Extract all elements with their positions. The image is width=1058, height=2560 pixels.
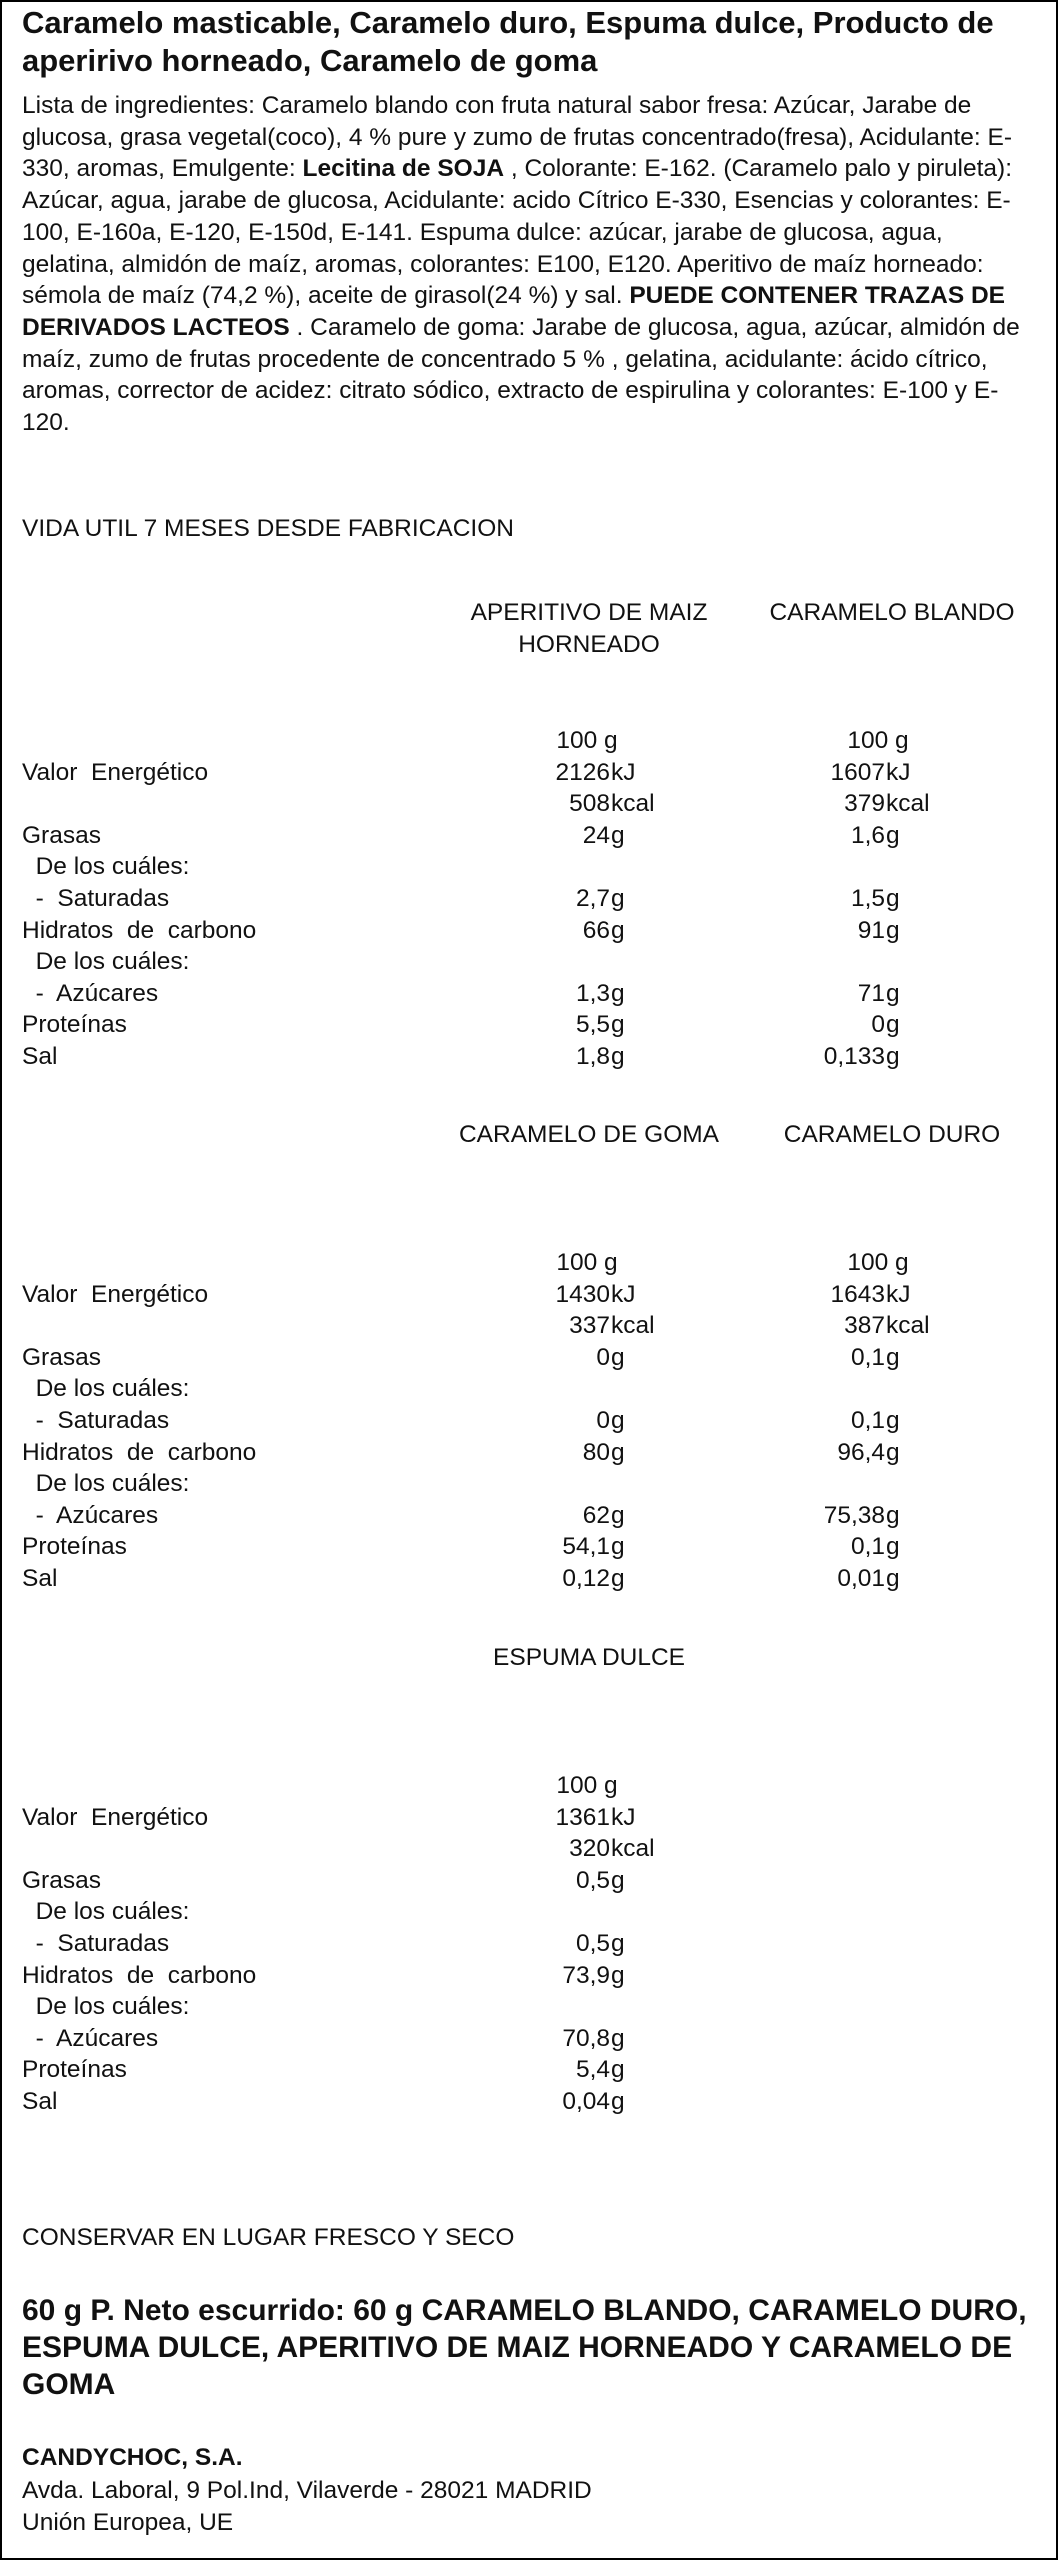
row-label-fat: Grasas bbox=[22, 1866, 101, 1894]
value-salt: 0,04 bbox=[562, 2088, 610, 2115]
company-region: Unión Europea, UE bbox=[22, 2509, 234, 2536]
net-weight: 60 g P. Neto escurrido: 60 g CARAMELO BLANDO, CARAMELO DURO, ESPUMA DULCE, APERITIVO DE MAIZ HORNEADO Y CARAMELO DE GOMA bbox=[22, 2294, 1027, 2401]
unit-kcal: kcal bbox=[886, 790, 930, 818]
unit-g: g bbox=[886, 1343, 900, 1371]
storage-instructions: CONSERVAR EN LUGAR FRESCO Y SECO bbox=[22, 2224, 515, 2251]
unit-g: g bbox=[611, 821, 625, 849]
unit-g: g bbox=[611, 1565, 625, 1592]
value-energy-kj: 2126 bbox=[555, 758, 610, 786]
unit-kj: kJ bbox=[611, 1280, 636, 1308]
value-protein: 5,5 bbox=[575, 1011, 610, 1039]
value-protein: 0 bbox=[871, 1011, 885, 1039]
value-saturated: 0,5 bbox=[575, 1930, 610, 1957]
allergen-soy: Lecitina de SOJA bbox=[302, 155, 505, 183]
value-protein: 0,1 bbox=[850, 1533, 885, 1561]
unit-g: g bbox=[611, 2088, 625, 2115]
unit-g: g bbox=[611, 1407, 625, 1434]
value-saturated: 0,1 bbox=[850, 1407, 885, 1434]
unit-g: g bbox=[611, 2056, 625, 2084]
value-energy-kcal: 387 bbox=[844, 1312, 885, 1340]
row-label-carbs: Hidratos de carbono bbox=[22, 1438, 257, 1466]
column-header: CARAMELO DE GOMA bbox=[458, 1121, 719, 1148]
row-label-energy: Valor Energético bbox=[22, 1280, 209, 1308]
row-label-of-which-1: De los cuáles: bbox=[22, 1375, 190, 1403]
row-label-energy: Valor Energético bbox=[22, 758, 209, 786]
unit-g: g bbox=[886, 1011, 900, 1039]
value-carbs: 96,4 bbox=[837, 1438, 885, 1466]
row-label-saturated: - Saturadas bbox=[22, 1407, 170, 1434]
row-label-salt: Sal bbox=[22, 1565, 58, 1592]
unit-g: g bbox=[886, 1501, 900, 1529]
column-header: CARAMELO BLANDO bbox=[769, 599, 1015, 626]
value-fat: 0,5 bbox=[575, 1866, 610, 1894]
unit-g: g bbox=[611, 979, 625, 1007]
value-sugars: 75,38 bbox=[823, 1501, 885, 1529]
value-protein: 54,1 bbox=[562, 1533, 610, 1561]
unit-g: g bbox=[886, 1533, 900, 1561]
row-label-carbs: Hidratos de carbono bbox=[22, 916, 257, 944]
unit-kj: kJ bbox=[611, 758, 636, 786]
value-energy-kcal: 337 bbox=[569, 1312, 610, 1340]
value-saturated: 1,5 bbox=[850, 885, 885, 912]
value-sugars: 62 bbox=[582, 1501, 610, 1529]
unit-g: g bbox=[611, 1533, 625, 1561]
company-name: CANDYCHOC, S.A. bbox=[22, 2444, 243, 2471]
row-label-protein: Proteínas bbox=[22, 2056, 127, 2084]
row-label-salt: Sal bbox=[22, 1043, 58, 1070]
value-salt: 0,12 bbox=[562, 1565, 610, 1592]
row-label-sugars: - Azúcares bbox=[22, 2024, 159, 2052]
value-energy-kcal: 320 bbox=[569, 1835, 610, 1863]
unit-g: g bbox=[886, 1565, 900, 1592]
unit-g: g bbox=[611, 916, 625, 944]
unit-g: g bbox=[886, 885, 900, 912]
unit-kj: kJ bbox=[611, 1803, 636, 1831]
reference-amount: 100 g bbox=[556, 727, 618, 754]
value-fat: 0 bbox=[596, 1343, 610, 1371]
unit-g: g bbox=[611, 1866, 625, 1894]
value-fat: 0,1 bbox=[850, 1343, 885, 1371]
row-label-protein: Proteínas bbox=[22, 1533, 127, 1561]
value-energy-kj: 1361 bbox=[555, 1803, 610, 1831]
value-salt: 0,01 bbox=[837, 1565, 885, 1592]
value-carbs: 91 bbox=[857, 916, 885, 944]
value-salt: 0,133 bbox=[823, 1043, 885, 1070]
row-label-of-which-1: De los cuáles: bbox=[22, 853, 190, 881]
unit-kcal: kcal bbox=[611, 1835, 655, 1863]
value-saturated: 0 bbox=[596, 1407, 610, 1434]
value-saturated: 2,7 bbox=[575, 885, 610, 912]
value-fat: 24 bbox=[582, 821, 610, 849]
value-fat: 1,6 bbox=[850, 821, 885, 849]
unit-g: g bbox=[886, 979, 900, 1007]
unit-g: g bbox=[611, 1930, 625, 1957]
value-sugars: 71 bbox=[857, 979, 885, 1007]
value-energy-kcal: 379 bbox=[844, 790, 885, 818]
value-protein: 5,4 bbox=[575, 2056, 610, 2084]
unit-g: g bbox=[611, 1961, 625, 1989]
row-label-of-which-2: De los cuáles: bbox=[22, 948, 190, 976]
ingredients-text-3: . Caramelo de goma: Jarabe de glucosa, agua, azúcar, almidón de maíz, zumo de frutas procedente de concentrado 5 % , gelatina, acidulante: ácido cítrico, aromas, corrector de acidez: citrato sódico, extracto de espirulina y colorantes: E-100 y E-120. bbox=[22, 313, 1020, 437]
allergen-dairy-traces: PUEDE CONTENER TRAZAS DE DERIVADOS LACTEOS bbox=[22, 282, 1006, 341]
unit-kcal: kcal bbox=[611, 790, 655, 818]
row-label-saturated: - Saturadas bbox=[22, 885, 170, 912]
row-label-of-which-1: De los cuáles: bbox=[22, 1898, 190, 1926]
unit-g: g bbox=[611, 1343, 625, 1371]
reference-amount: 100 g bbox=[847, 1249, 909, 1276]
reference-amount: 100 g bbox=[847, 727, 909, 754]
row-label-sugars: - Azúcares bbox=[22, 979, 159, 1007]
row-label-sugars: - Azúcares bbox=[22, 1501, 159, 1529]
ingredients-list bbox=[22, 90, 1037, 439]
value-salt: 1,8 bbox=[575, 1043, 610, 1070]
unit-g: g bbox=[611, 885, 625, 912]
product-title: Caramelo masticable, Caramelo duro, Espuma dulce, Producto de aperirivo horneado, Caramelo de goma bbox=[22, 5, 994, 78]
value-energy-kj: 1607 bbox=[830, 758, 885, 786]
value-carbs: 80 bbox=[582, 1438, 610, 1466]
value-energy-kj: 1430 bbox=[555, 1280, 610, 1308]
row-label-carbs: Hidratos de carbono bbox=[22, 1961, 257, 1989]
unit-kcal: kcal bbox=[886, 1312, 930, 1340]
row-label-fat: Grasas bbox=[22, 1343, 101, 1371]
shelf-life: VIDA UTIL 7 MESES DESDE FABRICACION bbox=[22, 515, 514, 542]
value-sugars: 1,3 bbox=[575, 979, 610, 1007]
unit-g: g bbox=[611, 1011, 625, 1039]
unit-kcal: kcal bbox=[611, 1312, 655, 1340]
unit-g: g bbox=[611, 1043, 625, 1070]
unit-g: g bbox=[611, 2024, 625, 2052]
column-header: APERITIVO DE MAIZ HORNEADO bbox=[470, 599, 708, 658]
unit-g: g bbox=[886, 916, 900, 944]
ingredients-text-1: Lista de ingredientes: Caramelo blando con fruta natural sabor fresa: Azúcar, Jarabe de glucosa, grasa vegetal(coco), 4 % pure y zumo de frutas concentrado(fresa), Acidulante: E-330, aromas, Emulgente: bbox=[22, 92, 1013, 183]
unit-g: g bbox=[886, 1043, 900, 1070]
unit-g: g bbox=[611, 1438, 625, 1466]
reference-amount: 100 g bbox=[556, 1249, 618, 1276]
company-address: Avda. Laboral, 9 Pol.Ind, Vilaverde - 28021 MADRID bbox=[22, 2477, 592, 2504]
unit-g: g bbox=[886, 1438, 900, 1466]
row-label-of-which-2: De los cuáles: bbox=[22, 1470, 190, 1498]
row-label-salt: Sal bbox=[22, 2088, 58, 2115]
unit-g: g bbox=[611, 1501, 625, 1529]
value-sugars: 70,8 bbox=[562, 2024, 610, 2052]
value-energy-kj: 1643 bbox=[830, 1280, 885, 1308]
ingredients-text-2: , Colorante: E-162. (Caramelo palo y piruleta): Azúcar, agua, jarabe de glucosa, Acidulante: acido Cítrico E-330, Esencias y colorantes: E-100, E-160a, E-120, E-150d, E-141. Espuma dulce: azúcar, jarabe de glucosa, agua, gelatina, almidón de maíz, aromas, colorantes: E100, E120. Aperitivo de maíz horneado: sémola de maíz (74,2 %), aceite de girasol(24 %) y sal. bbox=[22, 155, 1012, 310]
unit-g: g bbox=[886, 821, 900, 849]
column-header: CARAMELO DURO bbox=[783, 1121, 1001, 1148]
row-label-fat: Grasas bbox=[22, 821, 101, 849]
reference-amount: 100 g bbox=[556, 1772, 618, 1799]
column-header: ESPUMA DULCE bbox=[493, 1644, 685, 1671]
value-carbs: 73,9 bbox=[562, 1961, 610, 1989]
value-carbs: 66 bbox=[582, 916, 610, 944]
row-label-of-which-2: De los cuáles: bbox=[22, 1993, 190, 2021]
unit-kj: kJ bbox=[886, 1280, 911, 1308]
unit-g: g bbox=[886, 1407, 900, 1434]
row-label-protein: Proteínas bbox=[22, 1011, 127, 1039]
row-label-saturated: - Saturadas bbox=[22, 1930, 170, 1957]
value-energy-kcal: 508 bbox=[569, 790, 610, 818]
row-label-energy: Valor Energético bbox=[22, 1803, 209, 1831]
unit-kj: kJ bbox=[886, 758, 911, 786]
